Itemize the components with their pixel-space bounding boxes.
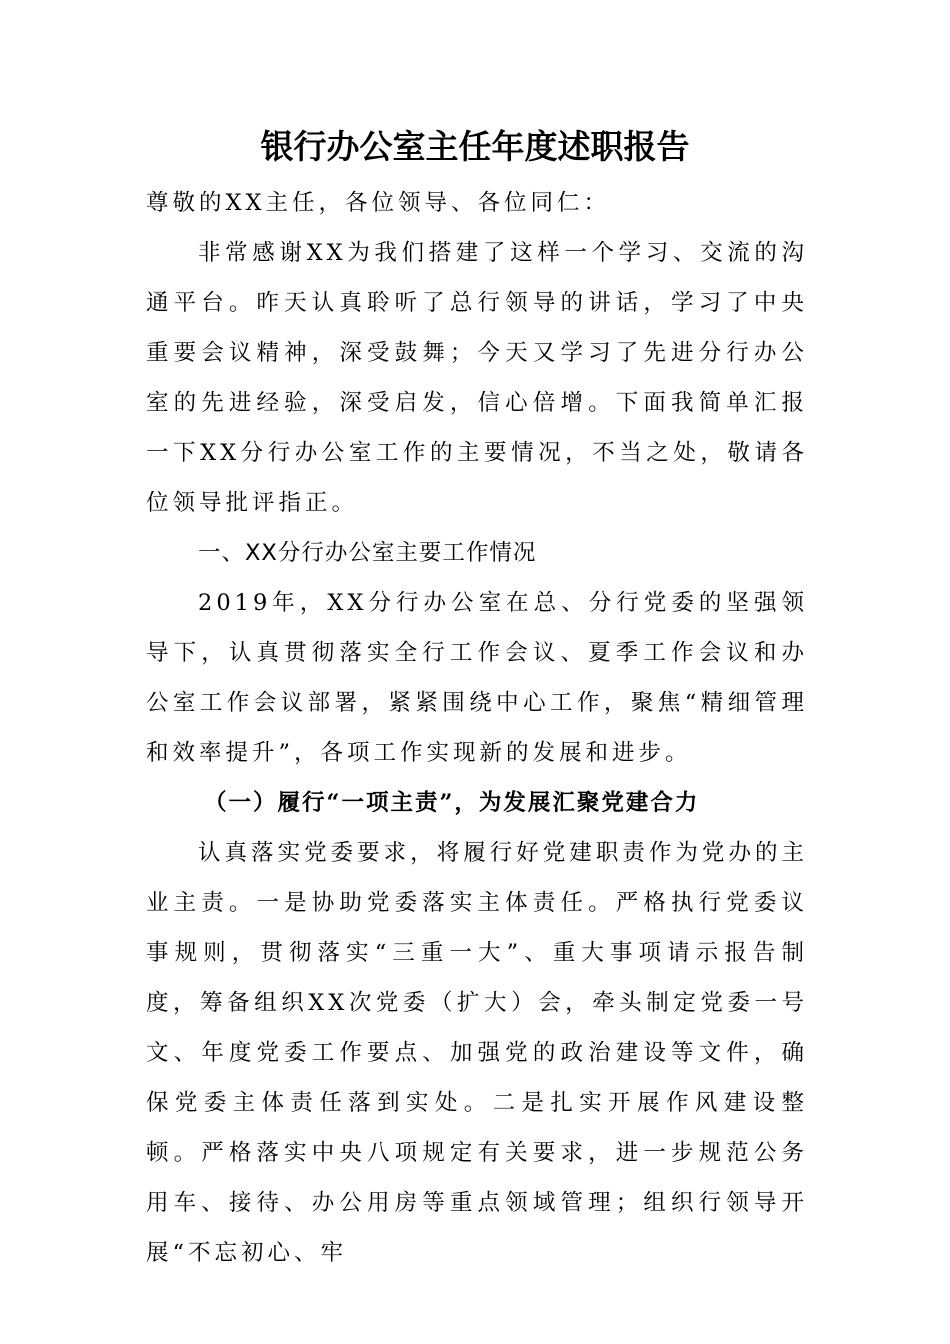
subsection-paragraph: 认真落实党委要求，将履行好党建职责作为党办的主业主责。一是协助党委落实主体责任。严格执行党委议事规则，贯彻落实“三重一大”、重大事项请示报告制度，筹备组织XX次党委（扩大）会，牵头制定党委一号文、年度党委工作要点、加强党的政治建设等文件，确保党委主体责任落到实处。二是扎实开展作风建设整顿。严格落实中央八项规定有关要求，进一步规范公务用车、接待、办公用房等重点领域管理；组织行领导开展“不忘初心、牢: [146, 840, 808, 1266]
document-body: [146, 178, 808, 1278]
salutation: 尊敬的XX主任，各位领导、各位同仁：: [146, 190, 611, 216]
subsection-heading: （一）履行“一项主责”，为发展汇聚党建合力: [204, 790, 700, 816]
intro-paragraph: 非常感谢XX为我们搭建了这样一个学习、交流的沟通平台。昨天认真聆听了总行领导的讲话，学习了中央重要会议精神，深受鼓舞；今天又学习了先进分行办公室的先进经验，深受启发，信心倍增。下面我简单汇报一下XX分行办公室工作的主要情况，不当之处，敬请各位领导批评指正。: [146, 240, 808, 516]
section-paragraph: 2019年，XX分行办公室在总、分行党委的坚强领导下，认真贯彻落实全行工作会议、夏季工作会议和办公室工作会议部署，紧紧围绕中心工作，聚焦“精细管理和效率提升”，各项工作实现新的发展和进步。: [146, 590, 808, 766]
section-heading: 一、XX分行办公室主要工作情况: [198, 540, 537, 566]
document-title: 银行办公室主任年度述职报告: [260, 127, 690, 166]
